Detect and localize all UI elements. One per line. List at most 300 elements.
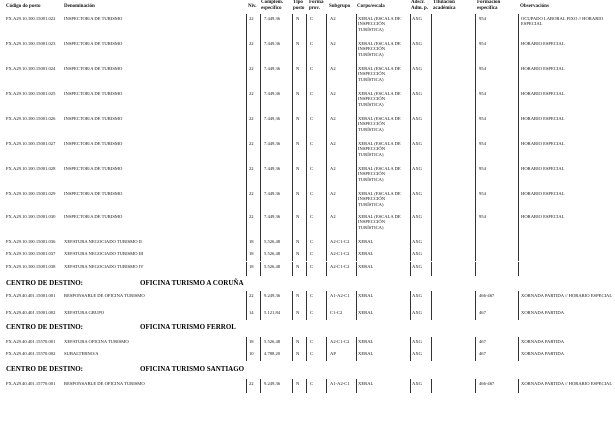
cell-niv: 18 — [249, 264, 254, 269]
column-divider — [326, 249, 327, 261]
column-divider — [356, 89, 357, 114]
column-divider — [326, 64, 327, 89]
header-denominacion: Denominación — [64, 4, 95, 9]
cell-niv: 22 — [249, 381, 254, 386]
cell-form: 954 — [479, 16, 486, 21]
cell-sub: A2 — [330, 166, 336, 171]
cell-sub: A2 — [330, 191, 336, 196]
header-subgrupo: Subgrupo — [329, 4, 351, 9]
cell-adscr: AXG — [412, 66, 422, 71]
cell-obs: HORARIO ESPECIAL — [521, 141, 565, 146]
cell-tipo: N — [296, 66, 300, 71]
column-divider — [356, 139, 357, 164]
column-divider — [356, 39, 357, 64]
header-adscr: Adscr. Adm. p. — [411, 0, 429, 11]
column-divider — [260, 14, 261, 39]
column-divider — [260, 249, 261, 261]
cell-den: INSPECTOR/A DE TURISMO — [64, 116, 123, 121]
cell-comp: 7.449,36 — [264, 66, 281, 71]
column-divider — [431, 39, 432, 64]
column-divider — [410, 164, 411, 189]
column-divider — [292, 39, 293, 64]
header-tipo: Tipo posto — [293, 0, 305, 11]
cell-den: INSPECTOR/A DE TURISMO — [64, 91, 123, 96]
column-divider — [306, 249, 307, 261]
column-divider — [292, 14, 293, 39]
cell-corpo: XERAL — [358, 310, 374, 315]
section-label: CENTRO DE DESTINO: — [6, 279, 84, 287]
column-divider — [292, 337, 293, 349]
column-divider — [326, 189, 327, 214]
column-divider — [306, 164, 307, 189]
column-divider — [246, 237, 247, 249]
cell-forma: C — [310, 251, 314, 256]
cell-tipo: N — [296, 191, 300, 196]
header-codigo: Código do posto — [6, 4, 41, 9]
column-divider — [356, 249, 357, 261]
cell-den: INSPECTOR/A DE TURISMO — [64, 66, 123, 71]
cell-den: XEFATURA GRUPO — [64, 310, 105, 315]
cell-adscr: AXG — [412, 214, 422, 219]
cell-forma: C — [310, 141, 314, 146]
column-divider — [475, 64, 476, 89]
cell-adscr: AXG — [412, 41, 422, 46]
cell-sub: A2-C1-C2 — [330, 264, 350, 269]
column-divider — [475, 139, 476, 164]
column-divider — [431, 249, 432, 261]
column-divider — [356, 14, 357, 39]
column-divider — [431, 349, 432, 361]
cell-form: 466-467 — [479, 293, 495, 298]
column-divider — [292, 291, 293, 308]
column-divider — [326, 291, 327, 308]
header-titulacion: Titulación académica — [433, 0, 456, 11]
cell-adscr: AXG — [412, 264, 422, 269]
column-divider — [475, 164, 476, 189]
column-divider — [260, 89, 261, 114]
cell-den: XEFATURA NEGOCIADO TURISMO III — [64, 251, 144, 256]
cell-comp: 7.449,36 — [264, 191, 281, 196]
column-divider — [518, 114, 519, 139]
column-divider — [292, 237, 293, 249]
cell-comp: 5.526,48 — [264, 251, 281, 256]
cell-den: INSPECTOR/A DE TURISMO — [64, 141, 123, 146]
column-divider — [356, 64, 357, 89]
cell-code: FX.A29.10.100.15001.037 — [6, 251, 56, 256]
column-divider — [518, 262, 519, 276]
cell-forma: C — [310, 16, 314, 21]
column-divider — [410, 379, 411, 393]
cell-obs: XORNADA PARTIDA — [521, 310, 565, 315]
cell-den: INSPECTOR/A DE TURISMO — [64, 214, 123, 219]
column-divider — [518, 14, 519, 39]
cell-corpo: XERAL (ESCALA DE INSPECCIÓN TURÍSTICA) — [358, 16, 401, 32]
cell-comp: 7.449,36 — [264, 116, 281, 121]
cell-sub: A2 — [330, 91, 336, 96]
column-divider — [246, 64, 247, 89]
cell-form: 467 — [479, 351, 486, 356]
column-divider — [410, 237, 411, 249]
column-divider — [356, 237, 357, 249]
cell-sub: A2 — [330, 41, 336, 46]
column-divider — [475, 237, 476, 249]
cell-corpo: XERAL (ESCALA DE INSPECCIÓN TURÍSTICA) — [358, 141, 401, 157]
column-divider — [260, 262, 261, 276]
cell-niv: 22 — [249, 141, 254, 146]
column-divider — [306, 237, 307, 249]
column-divider — [518, 212, 519, 237]
column-divider — [431, 139, 432, 164]
column-divider — [356, 291, 357, 308]
column-divider — [431, 64, 432, 89]
column-divider — [326, 164, 327, 189]
cell-code: FX.A29.10.100.15001.030 — [6, 214, 56, 219]
column-divider — [356, 212, 357, 237]
cell-corpo: XERAL (ESCALA DE INSPECCIÓN TURÍSTICA) — [358, 66, 401, 82]
column-divider — [260, 291, 261, 308]
cell-code: FX.A29.10.100.15001.029 — [6, 191, 56, 196]
cell-code: FX.A29.40.401.15570.002 — [6, 351, 56, 356]
cell-tipo: N — [296, 166, 300, 171]
cell-form: 954 — [479, 214, 486, 219]
column-divider — [518, 237, 519, 249]
column-divider — [260, 39, 261, 64]
cell-sub: A2 — [330, 214, 336, 219]
cell-form: 954 — [479, 41, 486, 46]
column-divider — [260, 139, 261, 164]
column-divider — [356, 164, 357, 189]
cell-tipo: N — [296, 264, 300, 269]
cell-forma: C — [310, 239, 314, 244]
column-divider — [410, 337, 411, 349]
column-divider — [518, 337, 519, 349]
column-divider — [306, 39, 307, 64]
column-divider — [260, 308, 261, 320]
cell-tipo: N — [296, 381, 300, 386]
column-divider — [431, 379, 432, 393]
column-divider — [410, 114, 411, 139]
cell-code: FX.A29.10.100.15001.024 — [6, 66, 56, 71]
cell-corpo: XERAL — [358, 251, 374, 256]
column-divider — [306, 291, 307, 308]
cell-forma: C — [310, 214, 314, 219]
cell-adscr: AXG — [412, 310, 422, 315]
column-divider — [356, 337, 357, 349]
cell-den: RESPONSABLE DE OFICINA TURISMO — [64, 381, 145, 386]
column-divider — [306, 212, 307, 237]
cell-corpo: XERAL — [358, 339, 374, 344]
cell-comp: 5.526,48 — [264, 264, 281, 269]
column-divider — [431, 291, 432, 308]
cell-forma: C — [310, 381, 314, 386]
column-divider — [326, 139, 327, 164]
cell-tipo: N — [296, 141, 300, 146]
cell-adscr: AXG — [412, 191, 422, 196]
cell-niv: 18 — [249, 339, 254, 344]
column-divider — [260, 64, 261, 89]
cell-comp: 9.249,36 — [264, 293, 281, 298]
column-divider — [306, 262, 307, 276]
cell-niv: 22 — [249, 66, 254, 71]
cell-comp: 7.449,36 — [264, 214, 281, 219]
cell-corpo: XERAL — [358, 239, 374, 244]
cell-obs: HORARIO ESPECIAL — [521, 116, 565, 121]
cell-form: 954 — [479, 191, 486, 196]
column-divider — [326, 212, 327, 237]
cell-adscr: AXG — [412, 351, 422, 356]
section-name: OFICINA TURISMO FERROL — [140, 323, 236, 331]
cell-niv: 18 — [249, 251, 254, 256]
column-divider — [518, 249, 519, 261]
cell-forma: C — [310, 310, 314, 315]
column-divider — [410, 349, 411, 361]
column-divider — [475, 337, 476, 349]
column-divider — [306, 308, 307, 320]
cell-corpo: XERAL — [358, 293, 374, 298]
column-divider — [246, 249, 247, 261]
cell-sub: A2-C1-C2 — [330, 239, 350, 244]
column-divider — [246, 308, 247, 320]
cell-code: FX.A29.10.100.15001.027 — [6, 141, 56, 146]
column-divider — [292, 89, 293, 114]
cell-obs: OCUPADO LABORAL FIXO // HORARIO ESPECIAL — [521, 16, 604, 27]
cell-obs: HORARIO ESPECIAL — [521, 66, 565, 71]
column-divider — [326, 308, 327, 320]
column-divider — [260, 349, 261, 361]
cell-adscr: AXG — [412, 293, 422, 298]
column-divider — [410, 39, 411, 64]
section-name: OFICINA TURISMO SANTIAGO — [140, 365, 245, 373]
cell-niv: 22 — [249, 91, 254, 96]
column-divider — [356, 262, 357, 276]
cell-sub: A1-A2-C1 — [330, 381, 350, 386]
cell-niv: 22 — [249, 41, 254, 46]
column-divider — [518, 349, 519, 361]
cell-form: 954 — [479, 141, 486, 146]
cell-tipo: N — [296, 339, 300, 344]
column-divider — [292, 189, 293, 214]
cell-sub: A2 — [330, 116, 336, 121]
cell-corpo: XERAL — [358, 381, 374, 386]
cell-adscr: AXG — [412, 91, 422, 96]
cell-obs: HORARIO ESPECIAL — [521, 166, 565, 171]
cell-corpo: XERAL (ESCALA DE INSPECCIÓN TURÍSTICA) — [358, 116, 401, 132]
section-label: CENTRO DE DESTINO: — [6, 323, 84, 331]
cell-adscr: AXG — [412, 116, 422, 121]
cell-den: INSPECTOR/A DE TURISMO — [64, 166, 123, 171]
column-divider — [326, 262, 327, 276]
cell-forma: C — [310, 91, 314, 96]
column-divider — [306, 349, 307, 361]
cell-tipo: N — [296, 116, 300, 121]
cell-corpo: XERAL (ESCALA DE INSPECCIÓN TURÍSTICA) — [358, 191, 401, 207]
cell-niv: 10 — [249, 351, 254, 356]
cell-sub: A2 — [330, 66, 336, 71]
column-divider — [356, 189, 357, 214]
cell-obs: XORNADA PARTIDA // HORARIO ESPECIAL — [521, 293, 613, 298]
column-divider — [475, 14, 476, 39]
cell-forma: C — [310, 351, 314, 356]
cell-code: FX.A29.40.401.15001.002 — [6, 310, 56, 315]
cell-forma: C — [310, 339, 314, 344]
column-divider — [292, 262, 293, 276]
column-divider — [475, 262, 476, 276]
cell-obs: HORARIO ESPECIAL — [521, 214, 565, 219]
header-forma: Forma prov. — [309, 0, 324, 11]
column-divider — [356, 308, 357, 320]
cell-comp: 7.449,36 — [264, 16, 281, 21]
cell-tipo: N — [296, 41, 300, 46]
cell-den: XEFATURA NEGOCIADO TURISMO II — [64, 239, 142, 244]
column-divider — [410, 189, 411, 214]
column-divider — [246, 349, 247, 361]
column-divider — [246, 89, 247, 114]
cell-niv: 22 — [249, 191, 254, 196]
column-divider — [326, 349, 327, 361]
column-divider — [326, 237, 327, 249]
column-divider — [431, 337, 432, 349]
column-divider — [260, 337, 261, 349]
column-divider — [431, 189, 432, 214]
cell-code: FX.A29.10.100.15001.022 — [6, 16, 56, 21]
column-divider — [518, 89, 519, 114]
column-divider — [246, 164, 247, 189]
cell-code: FX.A29.10.100.15001.038 — [6, 264, 56, 269]
cell-den: RESPONSABLE DE OFICINA TURISMO — [64, 293, 145, 298]
cell-sub: AP — [330, 351, 336, 356]
header-nivel: Nív. — [248, 4, 257, 9]
column-divider — [306, 139, 307, 164]
column-divider — [292, 249, 293, 261]
cell-tipo: N — [296, 251, 300, 256]
column-divider — [431, 262, 432, 276]
column-divider — [306, 64, 307, 89]
column-divider — [518, 139, 519, 164]
column-divider — [306, 14, 307, 39]
cell-corpo: XERAL (ESCALA DE INSPECCIÓN TURÍSTICA) — [358, 91, 401, 107]
cell-tipo: N — [296, 310, 300, 315]
cell-code: FX.A29.10.100.15001.025 — [6, 91, 56, 96]
cell-forma: C — [310, 41, 314, 46]
column-divider — [518, 64, 519, 89]
cell-den: SUBALTERNO/A — [64, 351, 99, 356]
header-complemento: Complem. específico — [261, 0, 284, 11]
column-divider — [356, 379, 357, 393]
column-divider — [260, 114, 261, 139]
cell-adscr: AXG — [412, 381, 422, 386]
column-divider — [246, 139, 247, 164]
cell-sub: A2 — [330, 16, 336, 21]
header-observacions: Observacións — [520, 4, 549, 9]
cell-tipo: N — [296, 351, 300, 356]
column-divider — [431, 89, 432, 114]
column-divider — [260, 164, 261, 189]
column-divider — [431, 14, 432, 39]
cell-den: INSPECTOR/A DE TURISMO — [64, 16, 123, 21]
column-divider — [475, 212, 476, 237]
cell-obs: HORARIO ESPECIAL — [521, 91, 565, 96]
column-divider — [410, 139, 411, 164]
cell-niv: 22 — [249, 293, 254, 298]
column-divider — [306, 379, 307, 393]
cell-corpo: XERAL — [358, 264, 374, 269]
cell-comp: 7.449,36 — [264, 41, 281, 46]
column-divider — [246, 262, 247, 276]
column-divider — [410, 249, 411, 261]
cell-comp: 7.449,36 — [264, 91, 281, 96]
column-divider — [306, 337, 307, 349]
cell-forma: C — [310, 191, 314, 196]
cell-corpo: XERAL (ESCALA DE INSPECCIÓN TURÍSTICA) — [358, 214, 401, 230]
column-divider — [326, 39, 327, 64]
column-divider — [246, 337, 247, 349]
column-divider — [246, 14, 247, 39]
column-divider — [475, 249, 476, 261]
column-divider — [431, 212, 432, 237]
cell-niv: 22 — [249, 214, 254, 219]
column-divider — [410, 64, 411, 89]
column-divider — [246, 212, 247, 237]
column-divider — [246, 189, 247, 214]
column-divider — [475, 189, 476, 214]
cell-forma: C — [310, 66, 314, 71]
cell-sub: A2-C1-C2 — [330, 251, 350, 256]
column-divider — [410, 291, 411, 308]
column-divider — [326, 337, 327, 349]
column-divider — [475, 308, 476, 320]
cell-niv: 22 — [249, 16, 254, 21]
cell-form: 954 — [479, 166, 486, 171]
cell-obs: HORARIO ESPECIAL — [521, 191, 565, 196]
cell-den: XEFATURA NEGOCIADO TURISMO IV — [64, 264, 144, 269]
cell-sub: A1-A2-C1 — [330, 293, 350, 298]
column-divider — [326, 379, 327, 393]
cell-forma: C — [310, 116, 314, 121]
cell-corpo: XERAL (ESCALA DE INSPECCIÓN TURÍSTICA) — [358, 166, 401, 182]
column-divider — [475, 349, 476, 361]
column-divider — [475, 379, 476, 393]
cell-obs: XORNADA PARTIDA // HORARIO ESPECIAL — [521, 381, 613, 386]
cell-adscr: AXG — [412, 339, 422, 344]
column-divider — [518, 164, 519, 189]
cell-form: 467 — [479, 339, 486, 344]
column-divider — [431, 237, 432, 249]
column-divider — [410, 308, 411, 320]
cell-comp: 7.449,36 — [264, 141, 281, 146]
cell-form: 467 — [479, 310, 486, 315]
cell-den: INSPECTOR/A DE TURISMO — [64, 191, 123, 196]
column-divider — [292, 64, 293, 89]
cell-tipo: N — [296, 239, 300, 244]
cell-comp: 4.788,20 — [264, 351, 281, 356]
cell-code: FX.A29.40.401.15770.001 — [6, 381, 56, 386]
cell-comp: 9.249,36 — [264, 381, 281, 386]
column-divider — [410, 89, 411, 114]
column-divider — [475, 89, 476, 114]
section-label: CENTRO DE DESTINO: — [6, 365, 84, 373]
cell-form: 954 — [479, 116, 486, 121]
cell-tipo: N — [296, 91, 300, 96]
column-divider — [431, 308, 432, 320]
cell-niv: 18 — [249, 239, 254, 244]
cell-sub: A2 — [330, 141, 336, 146]
column-divider — [246, 291, 247, 308]
column-divider — [326, 114, 327, 139]
column-divider — [518, 379, 519, 393]
column-divider — [326, 89, 327, 114]
column-divider — [431, 114, 432, 139]
cell-adscr: AXG — [412, 16, 422, 21]
